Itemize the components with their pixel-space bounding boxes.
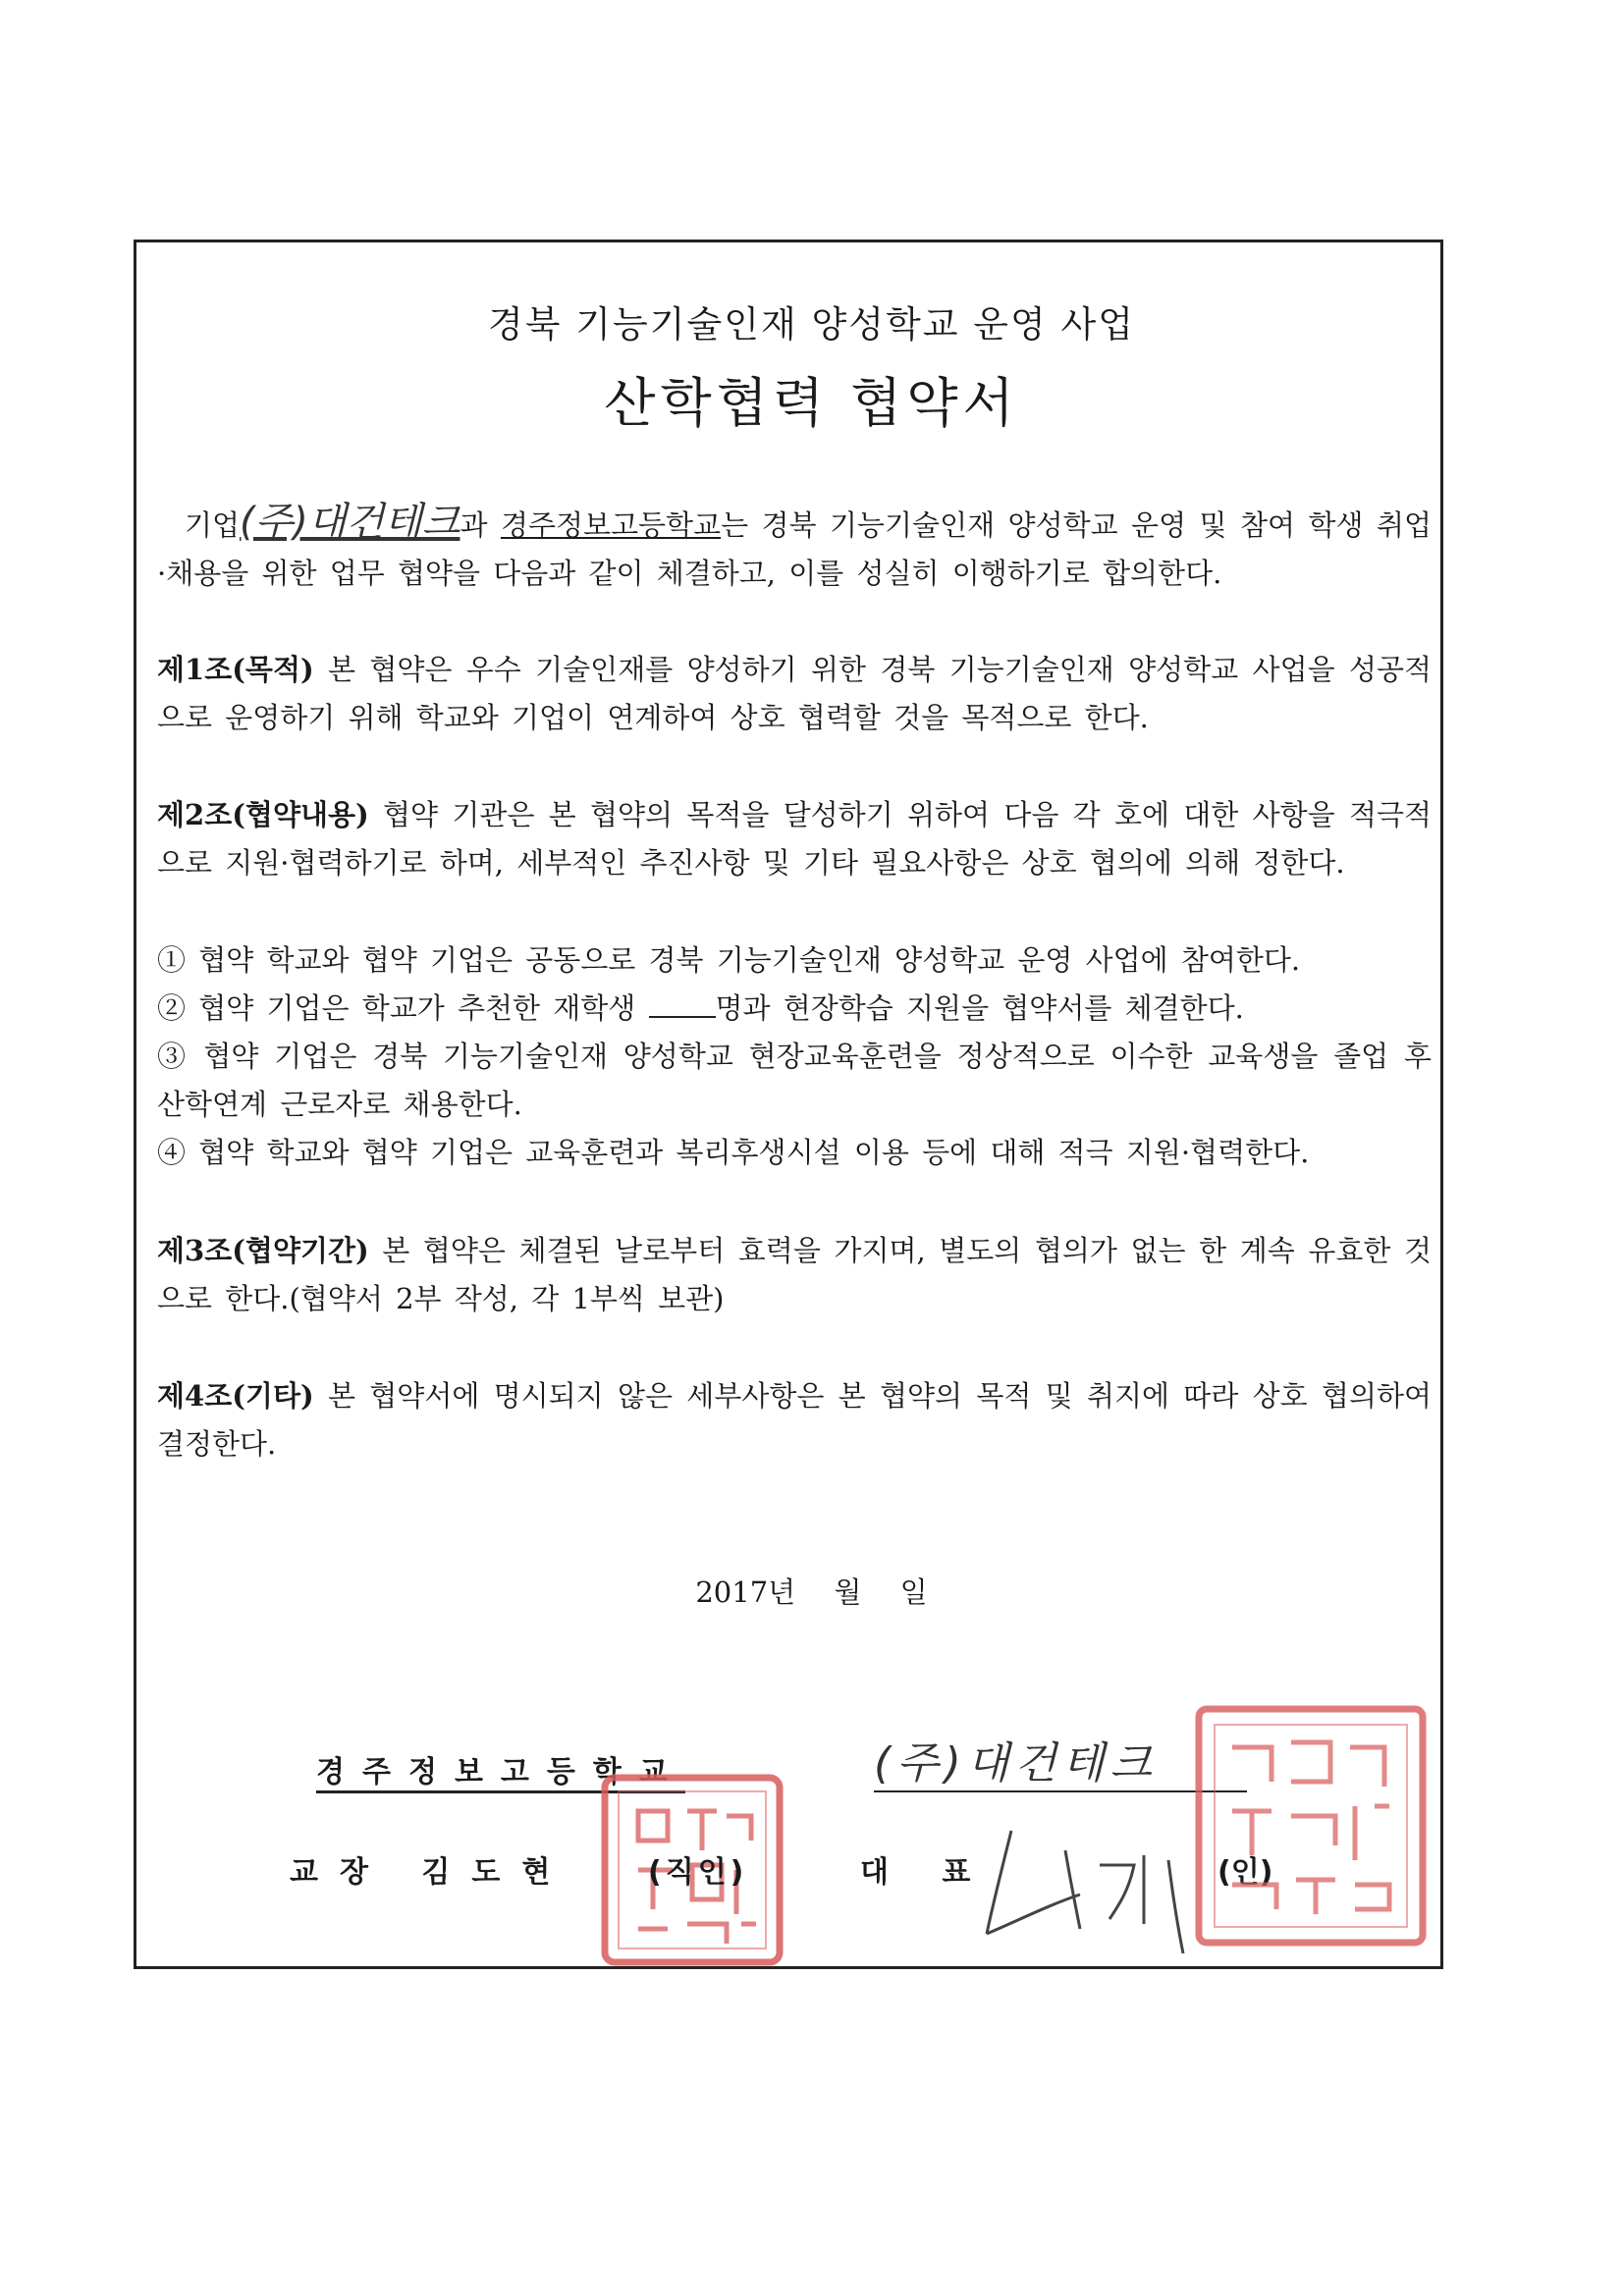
article-2-item-1: ① 협약 학교와 협약 기업은 공동으로 경북 기능기술인재 양성학교 운영 사업에 참여한다. xyxy=(157,943,1301,977)
school-name: 경주정보고등학교 xyxy=(500,508,722,542)
intro-connector: 과 xyxy=(460,508,488,542)
representative-label: 대 표 xyxy=(860,1855,993,1890)
student-count-blank xyxy=(649,996,716,1018)
article-3-text: 본 협약은 체결된 날로부터 효력을 가지며, 별도의 협의가 없는 한 계속 유효한 것으로 한다.(협약서 2부 작성, 각 1부씩 보관) xyxy=(157,1234,1432,1315)
article-2-item-2 xyxy=(157,985,1432,1033)
article-1 xyxy=(157,646,1432,742)
principal-name: 교장 김도현 xyxy=(290,1855,572,1890)
principal-seal-mark: (직인) xyxy=(648,1855,748,1890)
document-subtitle: 경북 기능기술인재 양성학교 운영 사업 xyxy=(488,303,1135,346)
document-title: 산학협력 협약서 xyxy=(604,372,1019,434)
article-3-heading: 제3조(협약기간) xyxy=(157,1234,369,1267)
company-seal xyxy=(1193,1703,1429,1949)
representative-seal-mark: (인) xyxy=(1217,1855,1273,1890)
article-1-heading: 제1조(목적) xyxy=(157,653,314,686)
intro-paragraph xyxy=(157,499,1432,598)
school-signature-name: 경주정보고등학교 xyxy=(316,1747,685,1793)
intro-prefix: 기업 xyxy=(185,508,241,542)
article-1-text: 본 협약은 우수 기술인재를 양성하기 위한 경북 기능기술인재 양성학교 사업을 성공적으로 운영하기 위해 학교와 기업이 연계하여 상호 협력할 것을 목적으로 한다. xyxy=(157,653,1432,734)
article-2-item-4: ④ 협약 학교와 협약 기업은 교육훈련과 복리후생시설 이용 등에 대해 적극 지원·협력한다. xyxy=(157,1136,1310,1169)
article-4 xyxy=(157,1372,1432,1468)
item-2-text-before: ② 협약 기업은 학교가 추천한 재학생 xyxy=(157,991,649,1025)
contract-date: 2017년 월 일 xyxy=(695,1575,928,1609)
company-name-handwritten: (주)대건테크 xyxy=(240,500,460,545)
intro-text: 는 경북 기능기술인재 양성학교 운영 및 참여 학생 취업·채용을 위한 업무 협약을 다음과 같이 체결하고, 이를 성실히 이행하기로 합의한다. xyxy=(157,508,1433,590)
article-3 xyxy=(157,1227,1432,1323)
company-signature-name: (주)대건테크 xyxy=(874,1728,1247,1792)
representative-signature xyxy=(972,1811,1198,1958)
item-2-text-after: 명과 현장학습 지원을 협약서를 체결한다. xyxy=(715,991,1244,1025)
article-4-heading: 제4조(기타) xyxy=(157,1379,314,1413)
article-2-text: 협약 기관은 본 협약의 목적을 달성하기 위하여 다음 각 호에 대한 사항을 적극적으로 지원·협력하기로 하며, 세부적인 추진사항 및 기타 필요사항은 상호 협의에 의해 정한다. xyxy=(157,798,1432,880)
article-2-heading: 제2조(협약내용) xyxy=(157,798,369,831)
article-4-text: 본 협약서에 명시되지 않은 세부사항은 본 협약의 목적 및 취지에 따라 상호 협의하여 결정한다. xyxy=(157,1379,1432,1461)
article-2-item-3: ③ 협약 기업은 경북 기능기술인재 양성학교 현장교육훈련을 정상적으로 이수한 교육생을 졸업 후 산학연계 근로자로 채용한다. xyxy=(157,1040,1432,1121)
article-2 xyxy=(157,791,1432,887)
